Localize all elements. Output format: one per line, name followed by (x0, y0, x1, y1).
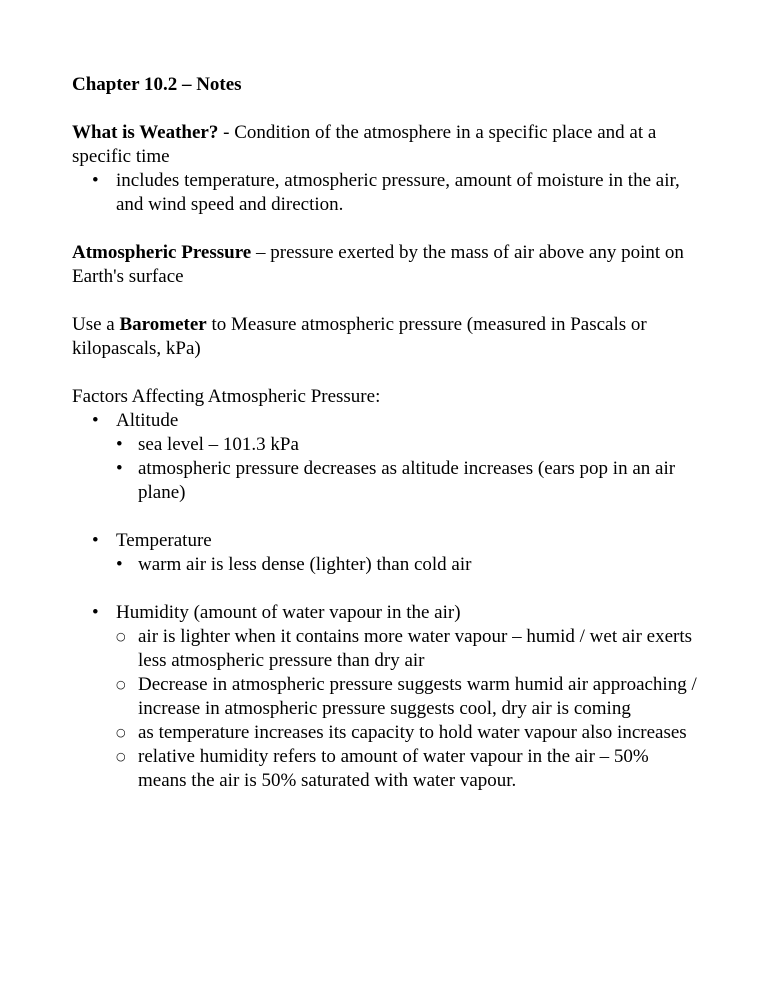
factor-humidity (72, 601, 700, 793)
barometer-sentence (72, 313, 700, 361)
atmospheric-pressure-section (72, 241, 700, 289)
factor-label: Temperature (116, 530, 212, 551)
weather-section (72, 121, 700, 217)
factors-list (72, 409, 700, 793)
factors-section (72, 385, 700, 793)
barometer-section (72, 313, 700, 361)
list-item: • includes temperature, atmospheric pressure, amount of moisture in the air, and wind speed and direction. (72, 169, 700, 217)
notes-page (72, 73, 700, 793)
list-item: ○ Decrease in atmospheric pressure suggests warm humid air approaching / increase in atmospheric pressure suggests cool, dry air is coming (116, 673, 700, 721)
list-item: ○ relative humidity refers to amount of water vapour in the air – 50% means the air is 50% saturated with water vapour. (116, 745, 700, 793)
page-title: Chapter 10.2 – Notes (72, 74, 242, 95)
factor-label: Altitude (116, 410, 179, 431)
list-item: ○ as temperature increases its capacity to hold water vapour also increases (116, 721, 700, 745)
factor-label: Humidity (amount of water vapour in the air) (116, 602, 461, 623)
weather-definition (72, 121, 700, 169)
list-item: • sea level – 101.3 kPa (116, 433, 700, 457)
list-item: • atmospheric pressure decreases as altitude increases (ears pop in an air plane) (116, 457, 700, 505)
weather-bullet-list (72, 169, 700, 217)
factor-altitude (72, 409, 700, 505)
humidity-sub-list (116, 625, 700, 793)
weather-definition-text: - Condition of the atmosphere in a specific place and at a specific time (72, 122, 657, 167)
temperature-sub-list (116, 553, 700, 577)
list-item: • warm air is less dense (lighter) than cold air (116, 553, 700, 577)
altitude-sub-list (116, 433, 700, 505)
barometer-suffix: to Measure atmospheric pressure (measured in Pascals or kilopascals, kPa) (72, 314, 647, 359)
weather-term: What is Weather? (72, 122, 219, 143)
atmospheric-pressure-definition (72, 241, 700, 289)
barometer-term: Barometer (119, 314, 207, 335)
factors-heading: Factors Affecting Atmospheric Pressure: (72, 386, 381, 407)
factor-temperature (72, 529, 700, 577)
barometer-prefix: Use a (72, 314, 120, 335)
list-item: ○ air is lighter when it contains more water vapour – humid / wet air exerts less atmospheric pressure than dry air (116, 625, 700, 673)
atmospheric-pressure-term: Atmospheric Pressure (72, 242, 252, 263)
atmospheric-pressure-definition-text: – pressure exerted by the mass of air above any point on Earth's surface (72, 242, 684, 287)
